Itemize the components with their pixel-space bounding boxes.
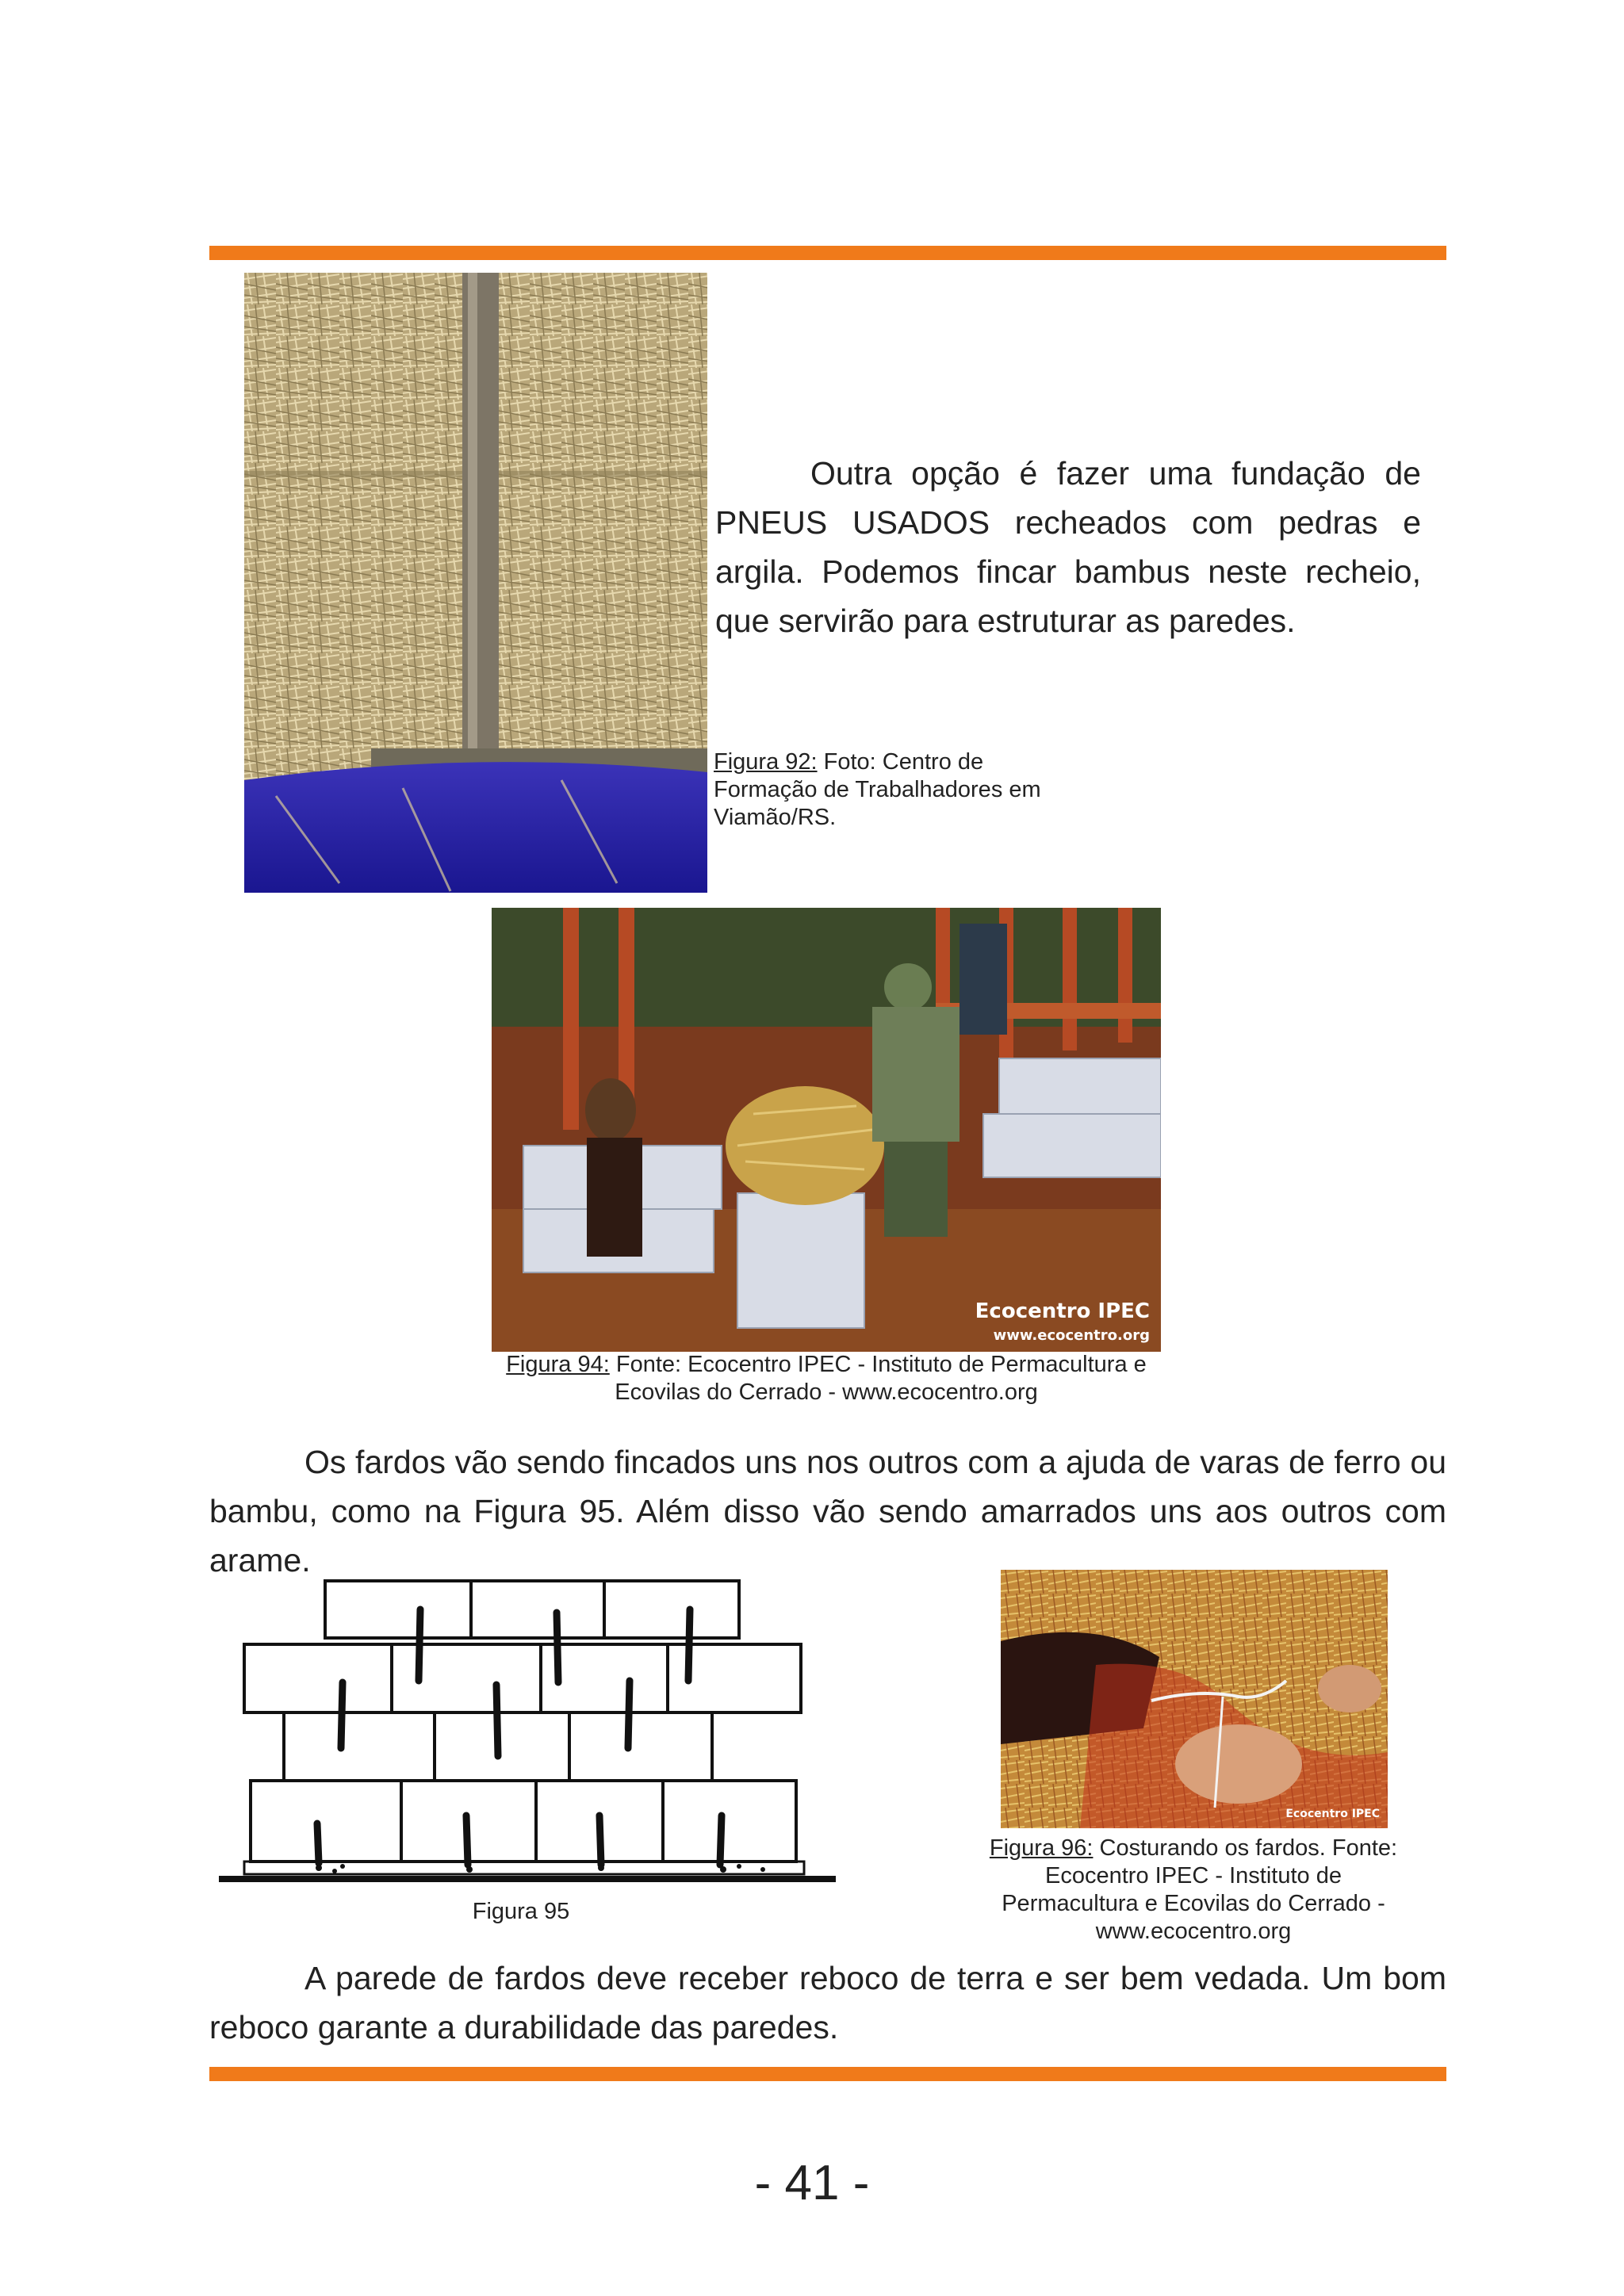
paragraph-text: Os fardos vão sendo fincados uns nos outros com a ajuda de varas de ferro ou bambu, como na Figura 95. Além disso vão sendo amarrados uns aos outros com arame. [209,1444,1446,1578]
paragraph-tire-foundation [715,449,1421,645]
figure-94-caption [492,1351,1161,1406]
paragraph-bales-staked [209,1437,1446,1585]
paragraph-text: Outra opção é fazer uma fundação de PNEUS USADOS recheados com pedras e argila. Podemos fincar bambus neste recheio, que servirão para estruturar as paredes. [715,455,1421,639]
figure-96-photo [1001,1570,1388,1828]
figure-label: Figura 96: [989,1835,1094,1861]
figure-label: Figura 94: [506,1352,610,1377]
figure-caption-text: Fonte: Ecocentro IPEC - Instituto de Permacultura e Ecovilas do Cerrado - www.ecocentro.org [609,1352,1147,1405]
watermark-name: Ecocentro IPEC [1285,1808,1380,1820]
figure-caption-text: Foto: Centro de Formação de Trabalhadores em Viamão/RS. [714,749,1041,830]
figure-92-photo [244,273,707,893]
figure-caption-text: Costurando os fardos. Fonte: Ecocentro IPEC - Instituto de Permacultura e Ecovilas do Cerrado - www.ecocentro.org [1002,1835,1398,1944]
top-orange-rule [209,246,1446,260]
watermark-name: Ecocentro IPEC [975,1299,1150,1323]
figure-95-drawing [216,1578,836,1893]
figure-92-caption [714,748,1047,832]
watermark-url: www.ecocentro.org [993,1327,1150,1344]
figure-96-caption [983,1835,1404,1946]
page-number: - 41 - [754,2156,870,2210]
paragraph-text: A parede de fardos deve receber reboco de terra e ser bem vedada. Um bom reboco garante a durabilidade das paredes. [209,1960,1446,2045]
figure-label: Figura 92: [714,749,818,775]
figure-95-caption: Figura 95 [472,1899,570,1924]
bottom-orange-rule [209,2067,1446,2081]
paragraph-plaster [209,1954,1446,2052]
figure-94-photo [492,908,1161,1352]
